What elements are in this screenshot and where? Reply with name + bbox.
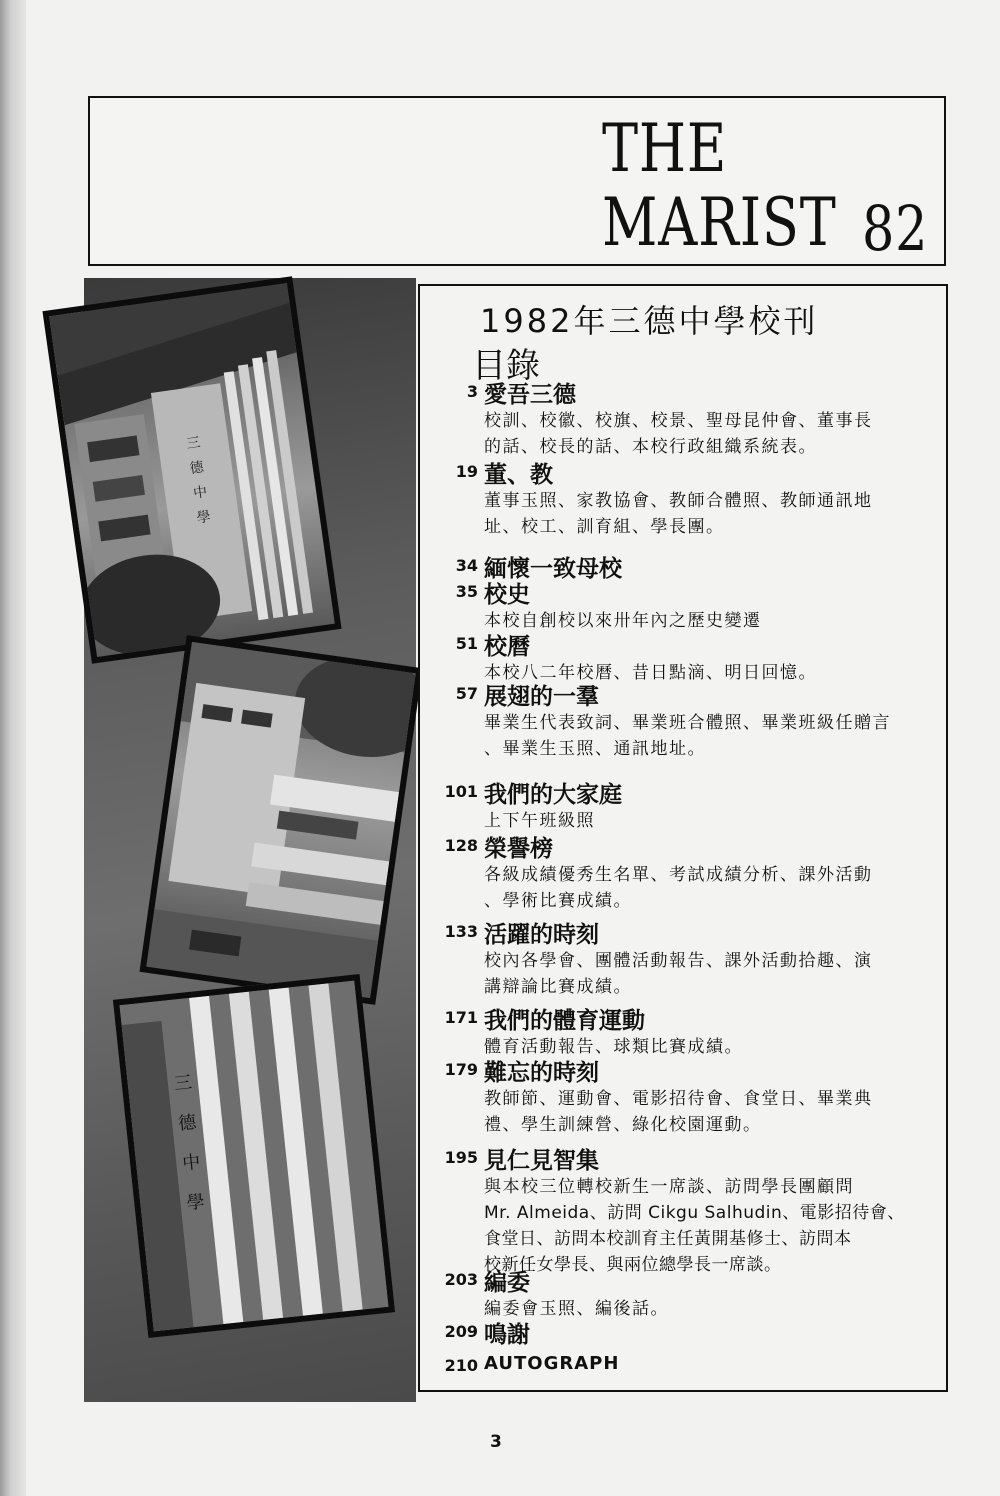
toc-entry-title: 我們的體育運動 <box>484 1008 645 1034</box>
toc-entry-title: 校曆 <box>484 634 530 660</box>
toc-entry-title: 展翅的一羣 <box>484 684 599 710</box>
toc-entry-page: 171 <box>444 1008 478 1027</box>
toc-entry-description <box>484 408 944 460</box>
toc-entry-description-line: 畢業生代表致詞、畢業班合體照、畢業班級任贈言 <box>484 713 891 733</box>
toc-entry-title: AUTOGRAPH <box>484 1353 620 1374</box>
toc-entry-description <box>484 488 944 540</box>
toc-entry-description <box>484 862 944 914</box>
toc-entry-title: 我們的大家庭 <box>484 782 622 808</box>
toc-entry-page: 101 <box>444 782 478 801</box>
toc-subtitle: 目錄 <box>472 346 540 386</box>
toc-entry-description-line: 食堂日、訪問本校訓育主任黃開基修士、訪問本 <box>484 1229 852 1249</box>
toc-entry-description <box>484 1174 944 1278</box>
toc-entry-page: 3 <box>466 382 478 401</box>
sign-char: 中 <box>181 1151 202 1175</box>
sign-char: 三 <box>185 434 202 453</box>
toc-entry-title: 見仁見智集 <box>484 1148 599 1174</box>
toc-entry-page: 34 <box>455 556 478 575</box>
toc-entry-page: 133 <box>444 922 478 941</box>
toc-entry-page: 19 <box>455 462 478 481</box>
page-binding-edge <box>0 0 26 1496</box>
toc-entry-description-line: 講辯論比賽成績。 <box>484 977 632 997</box>
toc-entry-page: 195 <box>444 1148 478 1167</box>
sign-char: 德 <box>188 459 205 478</box>
school-building-photo-2 <box>139 635 422 1005</box>
toc-entry-description-line: 禮、學生訓練營、綠化校園運動。 <box>484 1115 762 1135</box>
toc-entry-description-line: 校內各學會、團體活動報告、課外活動拾趣、演 <box>484 951 873 971</box>
toc-entry-description-line: 本校自創校以來卅年內之歷史變遷 <box>484 611 762 631</box>
toc-entry-title: 董、教 <box>484 462 553 488</box>
toc-entry-description <box>484 948 944 1000</box>
toc-entry-description-line: 本校八二年校曆、昔日點滴、明日回憶。 <box>484 663 817 683</box>
toc-entry-page: 35 <box>455 582 478 601</box>
toc-entry-title: 難忘的時刻 <box>484 1060 599 1086</box>
toc-entry-description-line: 、畢業生玉照、通訊地址。 <box>484 739 706 759</box>
toc-entry-description-line: 校訓、校徽、校旗、校景、聖母昆仲會、董事長 <box>484 411 873 431</box>
sign-char: 學 <box>185 1191 206 1215</box>
toc-entry-page: 57 <box>455 684 478 703</box>
toc-entry-description-line: Mr. Almeida、訪問 Cikgu Salhudin、電影招待會、 <box>484 1203 905 1223</box>
toc-entry-description <box>484 808 944 834</box>
toc-entry-description-line: 校新任女學長、與兩位總學長一席談。 <box>484 1255 782 1275</box>
toc-entry-description-line: 體育活動報告、球類比賽成績。 <box>484 1037 743 1057</box>
school-building-photo-1 <box>42 276 341 664</box>
page-number: 3 <box>490 1432 502 1452</box>
toc-entry-description-line: 教師節、運動會、電影招待會、食堂日、畢業典 <box>484 1089 873 1109</box>
toc-entry-description-line: 董事玉照、家教協會、教師合體照、教師通訊地 <box>484 491 873 511</box>
toc-entry-page: 210 <box>444 1356 478 1375</box>
toc-entry-title: 愛吾三德 <box>484 382 576 408</box>
sign-char: 中 <box>192 484 209 502</box>
masthead-year: 82 <box>862 192 929 265</box>
toc-entry-title: 校史 <box>484 582 530 608</box>
toc-entry-description <box>484 608 944 634</box>
toc-title: 1982年三德中學校刊 <box>480 302 819 340</box>
toc-entry-description-line: 的話、校長的話、本校行政組織系統表。 <box>484 437 817 457</box>
toc-entry-title: 緬懷一致母校 <box>484 556 622 582</box>
toc-entry-description-line: 址、校工、訓育組、學長團。 <box>484 517 725 537</box>
toc-entry-title: 編委 <box>484 1270 530 1296</box>
toc-entry-title: 鳴謝 <box>484 1322 530 1348</box>
toc-entry-page: 209 <box>444 1322 478 1341</box>
toc-entry-title: 活躍的時刻 <box>484 922 599 948</box>
toc-entry-page: 179 <box>444 1060 478 1079</box>
toc-entry-description <box>484 710 944 762</box>
masthead-box <box>88 96 946 266</box>
toc-entry-description-line: 編委會玉照、編後話。 <box>484 1299 669 1319</box>
masthead-the: THE <box>602 110 728 187</box>
masthead-marist: MARIST <box>602 184 837 261</box>
sign-char: 學 <box>195 508 212 527</box>
toc-entry-title: 榮譽榜 <box>484 836 553 862</box>
toc-entry-page: 51 <box>455 634 478 653</box>
sign-char: 三 <box>172 1072 194 1095</box>
toc-entry-description-line: 與本校三位轉校新生一席談、訪問學長團顧問 <box>484 1177 854 1197</box>
table-of-contents <box>418 284 948 1392</box>
toc-entry-description <box>484 1296 944 1322</box>
toc-entry-description <box>484 1086 944 1138</box>
toc-entry-description-line: 、學術比賽成績。 <box>484 891 632 911</box>
sign-char: 德 <box>177 1111 198 1135</box>
toc-entry-description-line: 各級成績優秀生名單、考試成績分析、課外活動 <box>484 865 873 885</box>
school-building-photo-3 <box>113 974 395 1338</box>
toc-entry-page: 128 <box>444 836 478 855</box>
toc-entry-page: 203 <box>444 1270 478 1289</box>
toc-entry-description-line: 上下午班級照 <box>484 811 595 831</box>
